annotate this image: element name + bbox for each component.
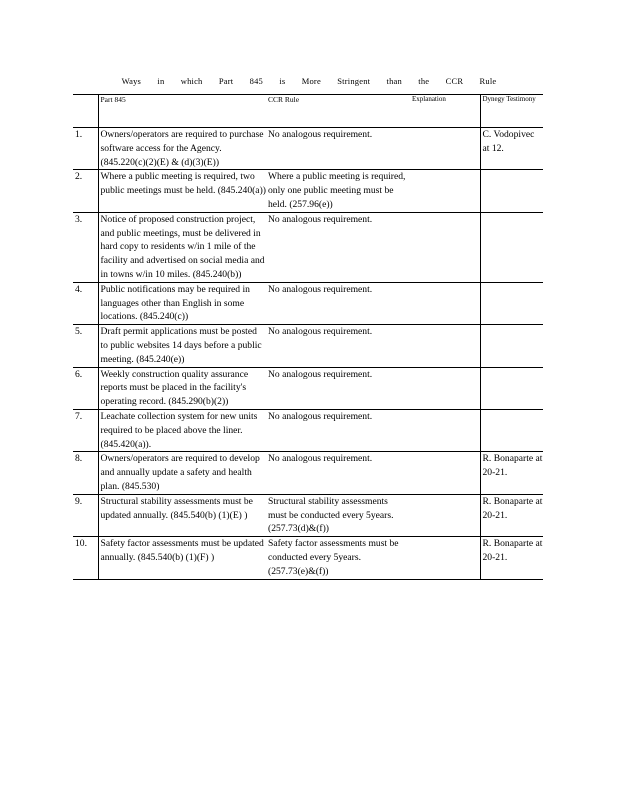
table-row (73, 128, 543, 170)
row-number: 1. (73, 128, 98, 170)
ccr-rule-cell: No analogous requirement. (266, 212, 406, 282)
table-row (73, 452, 543, 494)
ccr-rule-cell: Structural stability assessments must be conducted every 5years. (257.73(d)&(f)) (266, 494, 406, 536)
header-row (73, 95, 543, 128)
part-845-cell: Weekly construction quality assurance reports must be placed in the facility's operating record. (845.290(b)(2)) (98, 367, 266, 409)
dynegy-testimony-cell: R. Bonaparte at 20-21. (480, 494, 543, 536)
dynegy-testimony-cell (480, 367, 543, 409)
table-row (73, 212, 543, 282)
dynegy-testimony-cell (480, 170, 543, 212)
explanation-cell (406, 537, 480, 579)
explanation-cell (406, 212, 480, 282)
part-845-cell: Public notifications may be required in languages other than English in some locations. (845.240(c)) (98, 282, 266, 324)
ccr-rule-cell: No analogous requirement. (266, 452, 406, 494)
row-number: 10. (73, 537, 98, 579)
dynegy-testimony-cell: R. Bonaparte at 20-21. (480, 537, 543, 579)
header-dynegy-testimony: Dynegy Testimony (480, 95, 543, 128)
ccr-rule-cell: Where a public meeting is required, only one public meeting must be held. (257.96(e)) (266, 170, 406, 212)
part-845-cell: Where a public meeting is required, two public meetings must be held. (845.240(a)) (98, 170, 266, 212)
part-845-cell: Notice of proposed construction project, and public meetings, must be delivered in hard copy to residents w/in 1 mile of the facility and advertised on social media and in towns w/in 10 miles. (845.240(b)) (98, 212, 266, 282)
table-row (73, 409, 543, 451)
ccr-rule-cell: No analogous requirement. (266, 367, 406, 409)
dynegy-testimony-cell (480, 409, 543, 451)
dynegy-testimony-cell: R. Bonaparte at 20-21. (480, 452, 543, 494)
ccr-rule-cell: No analogous requirement. (266, 128, 406, 170)
stringency-table (73, 94, 543, 580)
ccr-rule-cell: No analogous requirement. (266, 282, 406, 324)
explanation-cell (406, 170, 480, 212)
ccr-rule-cell: No analogous requirement. (266, 325, 406, 367)
table-row (73, 325, 543, 367)
header-num (73, 95, 98, 128)
row-number: 6. (73, 367, 98, 409)
dynegy-testimony-cell (480, 212, 543, 282)
table-row (73, 170, 543, 212)
dynegy-testimony-cell (480, 325, 543, 367)
ccr-rule-cell: Safety factor assessments must be conducted every 5years. (257.73(e)&(f)) (266, 537, 406, 579)
row-number: 7. (73, 409, 98, 451)
explanation-cell (406, 494, 480, 536)
row-number: 9. (73, 494, 98, 536)
row-number: 4. (73, 282, 98, 324)
part-845-cell: Draft permit applications must be posted to public websites 14 days before a public meeting. (845.240(e)) (98, 325, 266, 367)
row-number: 3. (73, 212, 98, 282)
part-845-cell: Owners/operators are required to purchase software access for the Agency. (845.220(c)(2)(E) & (d)(3)(E)) (98, 128, 266, 170)
explanation-cell (406, 452, 480, 494)
header-part-845: Part 845 (98, 95, 266, 128)
table-row (73, 367, 543, 409)
dynegy-testimony-cell (480, 282, 543, 324)
explanation-cell (406, 282, 480, 324)
part-845-cell: Structural stability assessments must be updated annually. (845.540(b) (1)(E) ) (98, 494, 266, 536)
row-number: 2. (73, 170, 98, 212)
page-title: Ways in which Part 845 is More Stringent than the CCR Rule (121, 76, 497, 86)
explanation-cell (406, 128, 480, 170)
part-845-cell: Owners/operators are required to develop and annually update a safety and health plan. (845.530) (98, 452, 266, 494)
explanation-cell (406, 325, 480, 367)
explanation-cell (406, 367, 480, 409)
part-845-cell: Safety factor assessments must be updated annually. (845.540(b) (1)(F) ) (98, 537, 266, 579)
ccr-rule-cell: No analogous requirement. (266, 409, 406, 451)
table-row (73, 282, 543, 324)
table-row (73, 494, 543, 536)
row-number: 8. (73, 452, 98, 494)
part-845-cell: Leachate collection system for new units required to be placed above the liner.(845.420(a)). (98, 409, 266, 451)
header-explanation: Explanation (406, 95, 480, 128)
row-number: 5. (73, 325, 98, 367)
explanation-cell (406, 409, 480, 451)
header-ccr-rule: CCR Rule (266, 95, 406, 128)
dynegy-testimony-cell: C. Vodopivec at 12. (480, 128, 543, 170)
table-row (73, 537, 543, 579)
